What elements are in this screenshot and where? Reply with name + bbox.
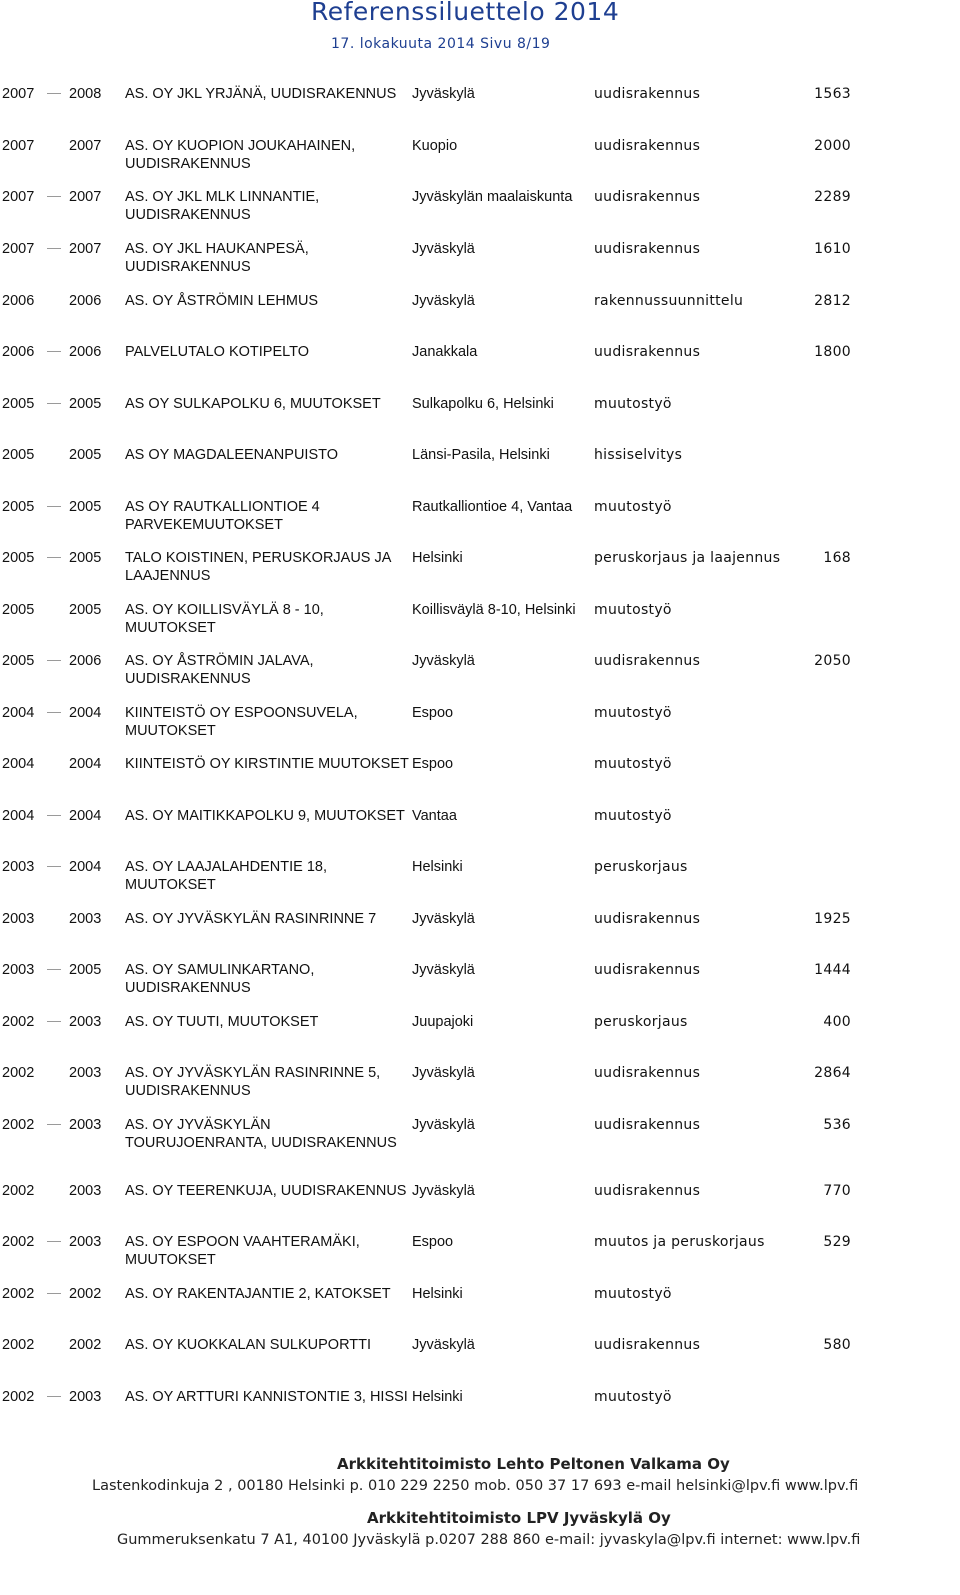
year-range-dash	[47, 815, 61, 816]
end-year: 2007	[69, 138, 102, 154]
start-year: 2007	[2, 189, 35, 205]
project-location: Jyväskylä	[412, 1117, 475, 1133]
end-year: 2006	[69, 653, 102, 669]
floor-area: 400	[823, 1014, 851, 1030]
start-year: 2005	[2, 396, 35, 412]
project-name: AS OY SULKAPOLKU 6, MUUTOKSET	[125, 396, 381, 412]
work-type: muutostyö	[594, 1389, 672, 1405]
work-type: uudisrakennus	[594, 138, 701, 154]
start-year: 2005	[2, 447, 35, 463]
end-year: 2006	[69, 344, 102, 360]
work-type: uudisrakennus	[594, 344, 701, 360]
floor-area: 580	[823, 1337, 851, 1353]
work-type: peruskorjaus	[594, 859, 688, 875]
year-range-dash	[47, 1396, 61, 1397]
floor-area: 1444	[814, 962, 851, 978]
project-location: Jyväskylä	[412, 1065, 475, 1081]
year-range-dash	[47, 969, 61, 970]
project-location: Sulkapolku 6, Helsinki	[412, 396, 554, 412]
year-range-dash	[47, 196, 61, 197]
project-name: AS. OY TUUTI, MUUTOKSET	[125, 1014, 319, 1030]
project-location: Kuopio	[412, 138, 458, 154]
work-type: uudisrakennus	[594, 1337, 701, 1353]
project-location: Koillisväylä 8-10, Helsinki	[412, 602, 576, 618]
end-year: 2002	[69, 1286, 102, 1302]
project-location: Rautkalliontioe 4, Vantaa	[412, 499, 573, 515]
start-year: 2002	[2, 1065, 35, 1081]
project-name: PALVELUTALO KOTIPELTO	[125, 344, 309, 360]
project-location: Espoo	[412, 1234, 454, 1250]
year-range-dash	[47, 351, 61, 352]
end-year: 2005	[69, 962, 102, 978]
year-range-dash	[47, 660, 61, 661]
project-location: Jyväskylä	[412, 1183, 475, 1199]
floor-area: 1610	[814, 241, 851, 257]
start-year: 2002	[2, 1014, 35, 1030]
year-range-dash	[47, 93, 61, 94]
start-year: 2005	[2, 550, 35, 566]
project-location: Helsinki	[412, 859, 463, 875]
project-name: AS. OY JKL MLK LINNANTIE, UUDISRAKENNUS	[125, 189, 320, 223]
project-location: Helsinki	[412, 1389, 463, 1405]
end-year: 2004	[69, 859, 102, 875]
start-year: 2005	[2, 499, 35, 515]
project-name: AS. OY JKL YRJÄNÄ, UUDISRAKENNUS	[125, 86, 397, 102]
project-name: AS. OY ESPOON VAAHTERAMÄKI, MUUTOKSET	[125, 1234, 360, 1268]
floor-area: 2000	[814, 138, 851, 154]
end-year: 2006	[69, 293, 102, 309]
year-range-dash	[47, 506, 61, 507]
start-year: 2005	[2, 653, 35, 669]
end-year: 2005	[69, 550, 102, 566]
end-year: 2003	[69, 1014, 102, 1030]
start-year: 2003	[2, 911, 35, 927]
project-name: AS OY MAGDALEENANPUISTO	[125, 447, 338, 463]
work-type: muutostyö	[594, 499, 672, 515]
end-year: 2004	[69, 705, 102, 721]
project-name: AS. OY LAAJALAHDENTIE 18, MUUTOKSET	[125, 859, 328, 893]
work-type: uudisrakennus	[594, 911, 701, 927]
end-year: 2007	[69, 189, 102, 205]
year-range-dash	[47, 248, 61, 249]
year-range-dash	[47, 557, 61, 558]
floor-area: 536	[823, 1117, 851, 1133]
work-type: uudisrakennus	[594, 653, 701, 669]
floor-area: 529	[823, 1234, 851, 1250]
project-name: AS. OY JYVÄSKYLÄN TOURUJOENRANTA, UUDISRAKENNUS	[125, 1117, 397, 1151]
floor-area: 2050	[814, 653, 851, 669]
project-location: Jyväskylä	[412, 293, 475, 309]
project-name: AS. OY KUOPION JOUKAHAINEN, UUDISRAKENNUS	[125, 138, 356, 172]
project-name: AS. OY MAITIKKAPOLKU 9, MUUTOKSET	[125, 808, 405, 824]
document-title: Referenssiluettelo 2014	[311, 0, 620, 26]
year-range-dash	[47, 712, 61, 713]
project-location: Helsinki	[412, 550, 463, 566]
floor-area: 2812	[814, 293, 851, 309]
project-name: AS. OY JYVÄSKYLÄN RASINRINNE 7	[125, 911, 377, 927]
work-type: uudisrakennus	[594, 1117, 701, 1133]
work-type: uudisrakennus	[594, 1183, 701, 1199]
end-year: 2002	[69, 1337, 102, 1353]
project-name: KIINTEISTÖ OY ESPOONSUVELA, MUUTOKSET	[125, 705, 358, 739]
end-year: 2005	[69, 447, 102, 463]
year-range-dash	[47, 1241, 61, 1242]
project-location: Jyväskylä	[412, 962, 475, 978]
project-location: Vantaa	[412, 808, 457, 824]
work-type: muutostyö	[594, 808, 672, 824]
project-name: AS. OY ÅSTRÖMIN JALAVA, UUDISRAKENNUS	[125, 653, 314, 687]
work-type: muutostyö	[594, 756, 672, 772]
floor-area: 168	[823, 550, 851, 566]
start-year: 2007	[2, 241, 35, 257]
work-type: muutos ja peruskorjaus	[594, 1234, 765, 1250]
work-type: uudisrakennus	[594, 962, 701, 978]
project-name: KIINTEISTÖ OY KIRSTINTIE MUUTOKSET	[125, 756, 409, 772]
year-range-dash	[47, 1124, 61, 1125]
floor-area: 1563	[814, 86, 851, 102]
project-name: AS. OY JKL HAUKANPESÄ, UUDISRAKENNUS	[125, 241, 309, 275]
footer-address-jyvaskyla: Gummeruksenkatu 7 A1, 40100 Jyväskylä p.0207 288 860 e-mail: jyvaskyla@lpv.fi internet: www.lpv.fi	[117, 1532, 861, 1548]
project-name: AS. OY KUOKKALAN SULKUPORTTI	[125, 1337, 372, 1353]
end-year: 2003	[69, 1234, 102, 1250]
end-year: 2003	[69, 1183, 102, 1199]
project-name: AS. OY TEERENKUJA, UUDISRAKENNUS	[125, 1183, 407, 1199]
start-year: 2003	[2, 859, 35, 875]
start-year: 2004	[2, 756, 35, 772]
date-page-indicator: 17. lokakuuta 2014 Sivu 8/19	[331, 36, 551, 52]
start-year: 2003	[2, 962, 35, 978]
project-location: Helsinki	[412, 1286, 463, 1302]
start-year: 2006	[2, 293, 35, 309]
end-year: 2005	[69, 396, 102, 412]
project-name: TALO KOISTINEN, PERUSKORJAUS JA LAAJENNUS	[125, 550, 391, 584]
floor-area: 770	[823, 1183, 851, 1199]
end-year: 2004	[69, 808, 102, 824]
start-year: 2007	[2, 138, 35, 154]
project-name: AS. OY ARTTURI KANNISTONTIE 3, HISSI	[125, 1389, 408, 1405]
project-name: AS. OY ÅSTRÖMIN LEHMUS	[125, 293, 319, 309]
footer-company-helsinki: Arkkitehtitoimisto Lehto Peltonen Valkama Oy	[337, 1455, 730, 1473]
footer-company-jyvaskyla: Arkkitehtitoimisto LPV Jyväskylä Oy	[367, 1509, 671, 1527]
start-year: 2002	[2, 1234, 35, 1250]
work-type: muutostyö	[594, 705, 672, 721]
work-type: muutostyö	[594, 396, 672, 412]
start-year: 2002	[2, 1183, 35, 1199]
floor-area: 2864	[814, 1065, 851, 1081]
end-year: 2003	[69, 1117, 102, 1133]
project-name: AS. OY KOILLISVÄYLÄ 8 - 10, MUUTOKSET	[125, 602, 324, 636]
end-year: 2003	[69, 1065, 102, 1081]
project-location: Espoo	[412, 756, 454, 772]
start-year: 2002	[2, 1389, 35, 1405]
project-name: AS. OY JYVÄSKYLÄN RASINRINNE 5, UUDISRAKENNUS	[125, 1065, 381, 1099]
work-type: uudisrakennus	[594, 1065, 701, 1081]
start-year: 2002	[2, 1337, 35, 1353]
start-year: 2007	[2, 86, 35, 102]
end-year: 2005	[69, 499, 102, 515]
end-year: 2003	[69, 911, 102, 927]
project-location: Jyväskylä	[412, 241, 475, 257]
work-type: muutostyö	[594, 1286, 672, 1302]
end-year: 2004	[69, 756, 102, 772]
end-year: 2008	[69, 86, 102, 102]
project-location: Jyväskylä	[412, 911, 475, 927]
work-type: peruskorjaus	[594, 1014, 688, 1030]
start-year: 2002	[2, 1286, 35, 1302]
footer-address-helsinki: Lastenkodinkuja 2 , 00180 Helsinki p. 010 229 2250 mob. 050 37 17 693 e-mail helsinki@lpv.fi www.lpv.fi	[92, 1478, 859, 1494]
project-name: AS. OY SAMULINKARTANO, UUDISRAKENNUS	[125, 962, 315, 996]
project-location: Janakkala	[412, 344, 478, 360]
work-type: rakennussuunnittelu	[594, 293, 744, 309]
project-location: Juupajoki	[412, 1014, 474, 1030]
year-range-dash	[47, 1021, 61, 1022]
year-range-dash	[47, 1293, 61, 1294]
start-year: 2004	[2, 705, 35, 721]
end-year: 2003	[69, 1389, 102, 1405]
floor-area: 2289	[814, 189, 851, 205]
end-year: 2005	[69, 602, 102, 618]
work-type: muutostyö	[594, 602, 672, 618]
project-name: AS OY RAUTKALLIONTIOE 4 PARVEKEMUUTOKSET	[125, 499, 320, 533]
project-name: AS. OY RAKENTAJANTIE 2, KATOKSET	[125, 1286, 391, 1302]
project-location: Espoo	[412, 705, 454, 721]
work-type: hissiselvitys	[594, 447, 683, 463]
floor-area: 1925	[814, 911, 851, 927]
end-year: 2007	[69, 241, 102, 257]
project-location: Länsi-Pasila, Helsinki	[412, 447, 550, 463]
year-range-dash	[47, 403, 61, 404]
project-location: Jyväskylän maalaiskunta	[412, 189, 573, 205]
work-type: uudisrakennus	[594, 86, 701, 102]
project-location: Jyväskylä	[412, 1337, 475, 1353]
year-range-dash	[47, 866, 61, 867]
project-location: Jyväskylä	[412, 653, 475, 669]
work-type: peruskorjaus ja laajennus	[594, 550, 781, 566]
floor-area: 1800	[814, 344, 851, 360]
start-year: 2005	[2, 602, 35, 618]
project-location: Jyväskylä	[412, 86, 475, 102]
start-year: 2002	[2, 1117, 35, 1133]
work-type: uudisrakennus	[594, 241, 701, 257]
work-type: uudisrakennus	[594, 189, 701, 205]
start-year: 2006	[2, 344, 35, 360]
start-year: 2004	[2, 808, 35, 824]
